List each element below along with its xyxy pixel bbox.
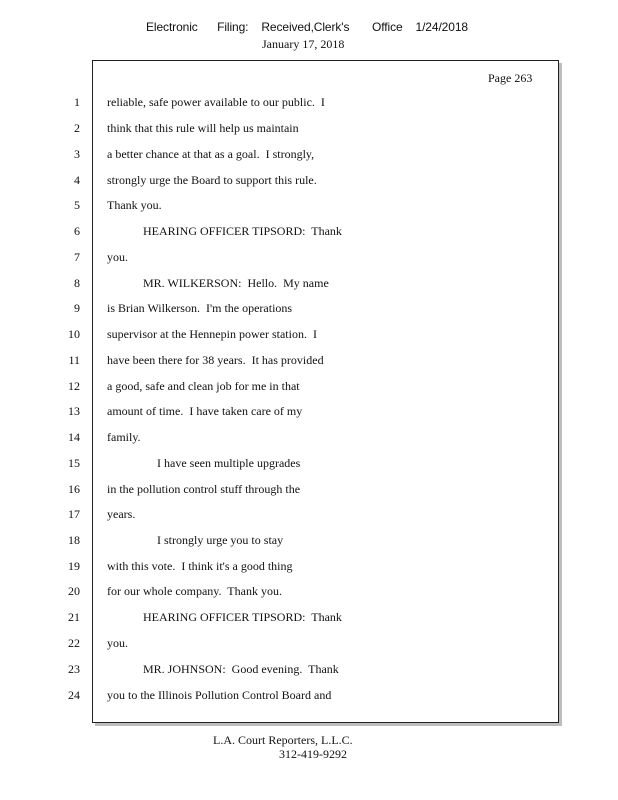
line-text: you. [107, 636, 128, 650]
line-number: 6 [74, 224, 80, 238]
transcript-line [0, 276, 618, 292]
filing-stamp: Electronic Filing: Received,Clerk's Office 1/24/2018 [146, 20, 468, 34]
transcript-line [0, 507, 618, 523]
line-text: amount of time. I have taken care of my [107, 404, 303, 418]
line-text: you. [107, 250, 128, 264]
line-number: 4 [74, 173, 80, 187]
line-text: supervisor at the Hennepin power station. I [107, 327, 317, 341]
transcript-date: January 17, 2018 [262, 37, 345, 51]
line-number: 20 [68, 584, 80, 598]
line-text: I strongly urge you to stay [157, 533, 284, 547]
transcript-line [0, 456, 618, 472]
transcript-line [0, 121, 618, 137]
line-text: have been there for 38 years. It has provided [107, 353, 324, 367]
transcript-line [0, 636, 618, 652]
line-number: 23 [68, 662, 80, 676]
line-text: with this vote. I think it's a good thing [107, 559, 293, 573]
transcript-line [0, 404, 618, 420]
line-text: I have seen multiple upgrades [157, 456, 301, 470]
line-number: 16 [68, 482, 80, 496]
transcript-line [0, 250, 618, 266]
line-number: 19 [68, 559, 80, 573]
line-text: a good, safe and clean job for me in that [107, 379, 300, 393]
line-number: 8 [74, 276, 80, 290]
page-number: Page 263 [488, 71, 533, 85]
transcript-line [0, 327, 618, 343]
line-text: reliable, safe power available to our public. I [107, 95, 325, 109]
transcript-line [0, 482, 618, 498]
line-number: 21 [68, 610, 80, 624]
transcript-line [0, 198, 618, 214]
line-text: in the pollution control stuff through the [107, 482, 301, 496]
transcript-line [0, 224, 618, 240]
transcript-line [0, 353, 618, 369]
line-text: MR. JOHNSON: Good evening. Thank [143, 662, 339, 676]
transcript-line [0, 688, 618, 704]
line-text: you to the Illinois Pollution Control Board and [107, 688, 332, 702]
transcript-line [0, 662, 618, 678]
line-number: 10 [68, 327, 80, 341]
line-number: 2 [74, 121, 80, 135]
line-text: think that this rule will help us maintain [107, 121, 299, 135]
line-text: HEARING OFFICER TIPSORD: Thank [143, 610, 342, 624]
line-number: 3 [74, 147, 80, 161]
line-number: 24 [68, 688, 80, 702]
transcript-line [0, 95, 618, 111]
line-number: 9 [74, 301, 80, 315]
reporter-phone: 312-419-9292 [279, 747, 347, 761]
line-text: a better chance at that as a goal. I strongly, [107, 147, 315, 161]
transcript-line [0, 147, 618, 163]
transcript-line [0, 559, 618, 575]
line-text: years. [107, 507, 136, 521]
transcript-line [0, 533, 618, 549]
line-text: for our whole company. Thank you. [107, 584, 282, 598]
line-number: 7 [74, 250, 80, 264]
transcript-line [0, 610, 618, 626]
transcript-line [0, 584, 618, 600]
line-number: 14 [68, 430, 80, 444]
transcript-line [0, 173, 618, 189]
transcript-line [0, 379, 618, 395]
line-number: 11 [68, 353, 80, 367]
line-text: is Brian Wilkerson. I'm the operations [107, 301, 293, 315]
line-number: 15 [68, 456, 80, 470]
line-number: 5 [74, 198, 80, 212]
line-text: strongly urge the Board to support this rule. [107, 173, 317, 187]
line-text: HEARING OFFICER TIPSORD: Thank [143, 224, 342, 238]
line-text: Thank you. [107, 198, 162, 212]
reporter-firm: L.A. Court Reporters, L.L.C. [213, 733, 353, 747]
transcript-line [0, 430, 618, 446]
line-number: 17 [68, 507, 80, 521]
transcript-line [0, 301, 618, 317]
line-number: 12 [68, 379, 80, 393]
line-number: 1 [74, 95, 80, 109]
line-number: 22 [68, 636, 80, 650]
line-number: 13 [68, 404, 80, 418]
line-text: family. [107, 430, 141, 444]
line-text: MR. WILKERSON: Hello. My name [143, 276, 329, 290]
line-number: 18 [68, 533, 80, 547]
